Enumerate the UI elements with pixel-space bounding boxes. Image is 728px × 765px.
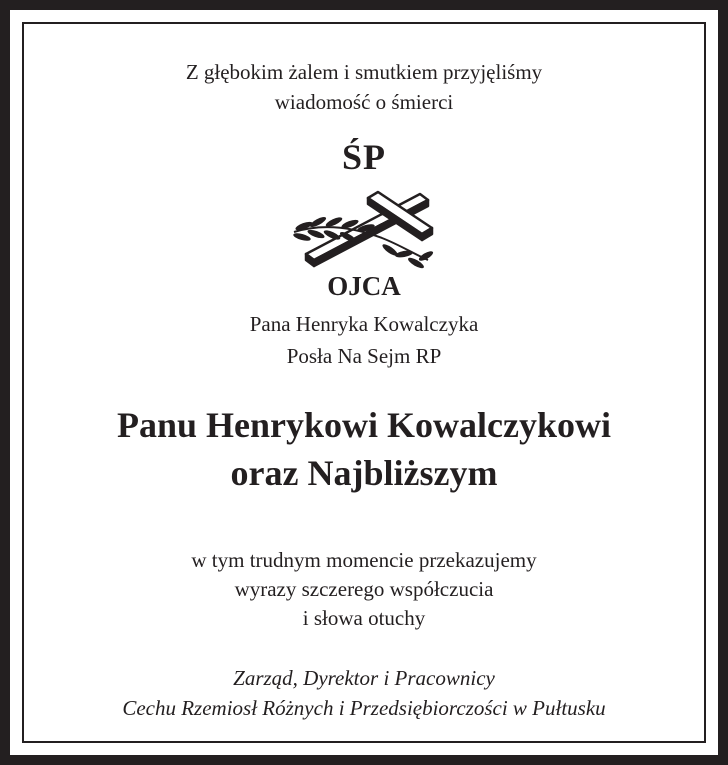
relation-label: OJCA — [327, 271, 401, 301]
recipient-line-2: oraz Najbliższym — [230, 453, 498, 493]
deceased-name: Pana Henryka Kowalczyka — [249, 312, 479, 336]
deceased-title: Posła Na Sejm RP — [286, 344, 442, 368]
condolence-line-2: wyrazy szczerego współczucia — [234, 577, 494, 601]
sp-mark: ŚP — [341, 137, 386, 177]
recipient-line-1: Panu Henrykowi Kowalczykowi — [116, 405, 611, 445]
cross-with-olive-branch-icon — [290, 186, 440, 272]
condolence-line-3: i słowa otuchy — [302, 606, 426, 630]
signature-line-1: Zarząd, Dyrektor i Pracownicy — [233, 666, 495, 690]
notice-frame — [22, 22, 706, 743]
signature-line-2: Cechu Rzemiosł Różnych i Przedsiębiorczości w Pułtusku — [122, 696, 606, 720]
intro-line-1: Z głębokim żalem i smutkiem przyjęliśmy — [185, 60, 543, 84]
intro-line-2: wiadomość o śmierci — [274, 90, 454, 114]
condolence-line-1: w tym trudnym momencie przekazujemy — [191, 548, 537, 572]
